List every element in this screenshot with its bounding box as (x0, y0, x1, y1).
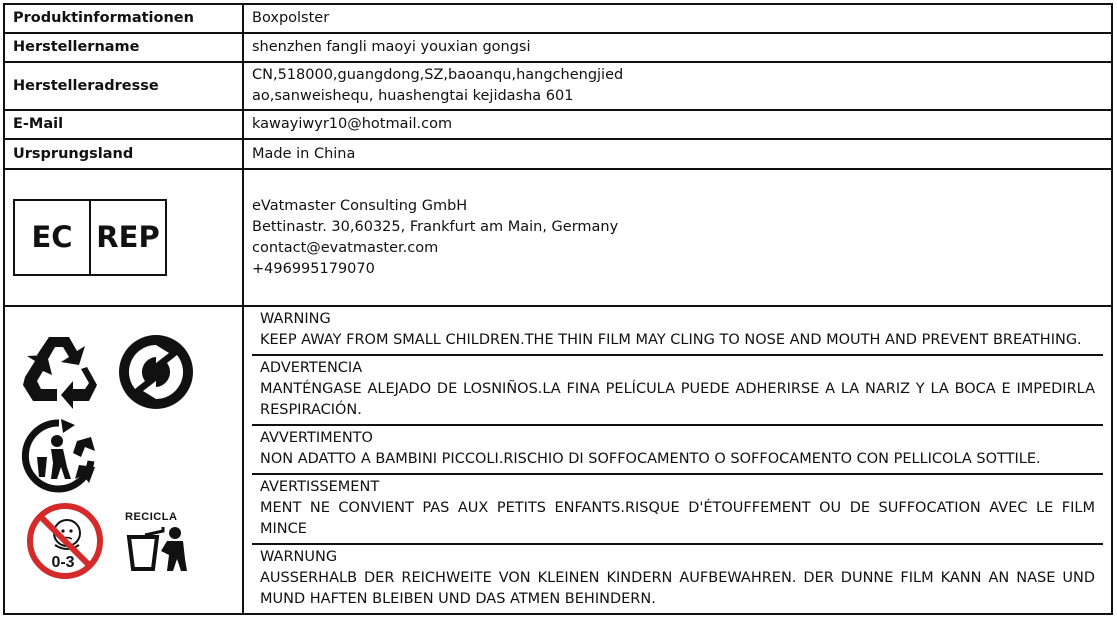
recicla-label: RECICLA (125, 510, 178, 523)
warning-title: AVERTISSEMENT (260, 479, 380, 495)
email-value: kawayiwyr10@hotmail.com (243, 110, 1112, 139)
warning-text: NON ADATTO A BAMBINI PICCOLI.RISCHIO DI SOFFOCAMENTO O SOFFOCAMENTO CON PELLICOLA SOTTILE. (260, 451, 1041, 467)
warnings-cell (243, 306, 1112, 614)
table-row (4, 139, 1112, 169)
ec-rep-logo-right: REP (96, 220, 160, 254)
row-label: Herstellername (4, 33, 243, 62)
row-value: Made in China (243, 139, 1112, 169)
warning-block-en (252, 307, 1103, 356)
warning-block-es (252, 356, 1103, 426)
warning-text: AUSSERHALB DER REICHWEITE VON KLEINEN KINDERN AUFBEWAHREN. DER DUNNE FILM KANN AN NASE UND MUND HAFTEN BLEIBEN UND DAS ATMEN BEHINDERN. (260, 570, 1095, 607)
no-children-0-3-icon (25, 501, 105, 581)
table-row (4, 33, 1112, 62)
ec-rep-phone: +496995179070 (252, 260, 375, 277)
warning-text: MENT NE CONVIENT PAS AUX PETITS ENFANTS.RISQUE D'ÉTOUFFEMENT OU DE SUFFOCATION AVEC LE FILM MINCE (260, 500, 1095, 537)
warning-block-de (252, 545, 1103, 613)
symbols-group (13, 309, 249, 612)
age-label: 0-3 (51, 553, 75, 571)
row-value: shenzhen fangli maoyi youxian gongsi (243, 33, 1112, 62)
ec-rep-logo-left: EC (15, 201, 91, 274)
warning-title: WARNING (260, 311, 331, 327)
ec-rep-logo-cell (4, 169, 243, 306)
warning-title: AVVERTIMENTO (260, 430, 373, 446)
row-label: Ursprungsland (4, 139, 243, 169)
address-line: ao,sanweishequ, huashengtai kejidasha 601 (252, 88, 574, 104)
ec-rep-contact (243, 169, 1112, 306)
warning-block-fr (252, 475, 1103, 545)
warnings-row (4, 306, 1112, 614)
table-row (4, 110, 1112, 139)
address-line: CN,518000,guangdong,SZ,baoanqu,hangchengjied (252, 67, 624, 83)
ec-rep-row (4, 169, 1112, 306)
recicla-bin-icon (123, 525, 195, 575)
warning-block-it (252, 426, 1103, 475)
ec-rep-email: contact@evatmaster.com (252, 239, 439, 256)
warning-text: KEEP AWAY FROM SMALL CHILDREN.THE THIN FILM MAY CLING TO NOSE AND MOUTH AND PREVENT BREATHING. (260, 332, 1082, 348)
warning-title: ADVERTENCIA (260, 360, 363, 376)
row-value: Boxpolster (243, 4, 1112, 33)
ec-rep-logo (13, 199, 167, 276)
warning-text: MANTÉNGASE ALEJADO DE LOSNIÑOS.LA FINA PELÍCULA PUEDE ADHERIRSE A LA NARIZ Y LA BOCA E IMPEDIRLA RESPIRACIÓN. (260, 381, 1095, 418)
recycle-icon (19, 333, 101, 409)
table-row (4, 4, 1112, 33)
green-dot-icon (117, 333, 195, 411)
table-row (4, 62, 1112, 110)
address-value (243, 62, 1112, 110)
ec-rep-company: eVatmaster Consulting GmbH (252, 197, 468, 214)
warning-title: WARNUNG (260, 549, 338, 565)
row-label: Produktinformationen (4, 4, 243, 33)
tidyman-recycle-icon (19, 417, 101, 495)
product-info-table (3, 3, 1113, 615)
symbols-cell (4, 306, 243, 614)
row-label: E-Mail (4, 110, 243, 139)
ec-rep-address: Bettinastr. 30,60325, Frankfurt am Main, Germany (252, 218, 619, 235)
row-label: Herstelleradresse (4, 62, 243, 110)
